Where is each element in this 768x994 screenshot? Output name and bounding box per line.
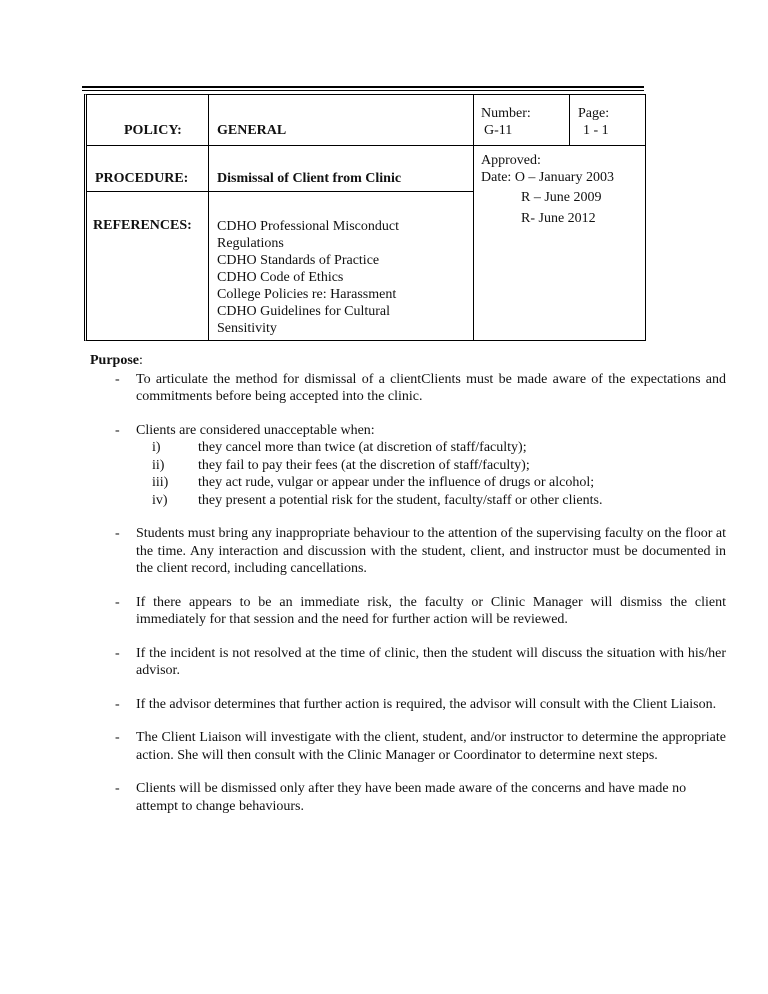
item-text: If there appears to be an immediate risk, the faculty or Clinic Manager will dismiss the client immediately for that session and the need for further action will be reviewed. [136, 594, 726, 627]
bullet-dash: - [115, 594, 120, 610]
reference-line: CDHO Guidelines for Cultural [217, 304, 391, 319]
item-text: The Client Liaison will investigate with the client, student, and/or instructor to determine the appropriate action. She will then consult with the Clinic Manager or Coordinator to determine next steps. [136, 730, 726, 763]
divider [473, 95, 474, 340]
revision-2: R- June 2012 [521, 211, 596, 226]
sub-item: iv) they present a potential risk for the student, faculty/staff or other clients. [152, 492, 603, 508]
revision-1: R – June 2009 [521, 190, 602, 205]
item-text: Clients are considered unacceptable when: [136, 422, 375, 438]
list-item [90, 594, 726, 629]
reference-line: Regulations [217, 236, 284, 251]
reference-line: Sensitivity [217, 321, 277, 336]
page-value: 1 - 1 [583, 123, 609, 138]
list-item [90, 696, 726, 714]
item-text: Students must bring any inappropriate behaviour to the attention of the supervising faculty on the floor at the time. Any interaction and discussion with the student, client, and instructor must be documented in the client record, including cancellations. [136, 526, 726, 576]
purpose-heading: Purpose: [90, 353, 143, 368]
list-item [90, 371, 726, 406]
approved-label: Approved: [481, 153, 541, 168]
policy-header-table [84, 94, 646, 341]
divider [473, 145, 645, 146]
procedure-value: Dismissal of Client from Clinic [217, 171, 402, 186]
page-label: Page: [578, 106, 610, 121]
sub-item: iii) they act rude, vulgar or appear under the influence of drugs or alcohol; [152, 475, 595, 490]
list-item [90, 645, 726, 680]
sub-item: i) they cancel more than twice (at discretion of staff/faculty); [152, 440, 527, 455]
bullet-dash: - [115, 696, 120, 712]
approved-date: Date: O – January 2003 [481, 170, 614, 185]
top-rule [82, 86, 644, 88]
policy-value: GENERAL [217, 123, 287, 138]
reference-line: CDHO Code of Ethics [217, 270, 344, 285]
item-text: If the advisor determines that further action is required, the advisor will consult with the Client Liaison. [136, 696, 717, 712]
divider [87, 145, 473, 146]
references-list [217, 218, 399, 337]
bullet-dash: - [115, 526, 120, 541]
reference-line: CDHO Professional Misconduct [217, 219, 399, 234]
policy-label: POLICY: [124, 123, 182, 138]
list-item [90, 422, 726, 510]
number-label: Number: [481, 106, 531, 121]
divider [208, 95, 209, 340]
sub-item: ii) they fail to pay their fees (at the discretion of staff/faculty); [152, 457, 530, 473]
item-text: If the incident is not resolved at the time of clinic, then the student will discuss the situation with his/her advisor. [136, 645, 726, 678]
bullet-dash: - [115, 645, 120, 661]
list-item [90, 780, 726, 815]
number-value: G-11 [484, 123, 513, 138]
bullet-dash: - [115, 422, 120, 438]
divider [569, 95, 570, 145]
reference-line: CDHO Standards of Practice [217, 253, 380, 268]
procedure-label: PROCEDURE: [95, 171, 189, 186]
references-label: REFERENCES: [93, 218, 192, 233]
list-item [90, 525, 726, 578]
policy-body [90, 352, 726, 831]
item-text: Clients will be dismissed only after they have been made aware of the concerns and have made no attempt to change behaviours. [136, 781, 687, 814]
bullet-dash: - [115, 371, 120, 387]
bullet-dash: - [115, 781, 120, 796]
item-text: To articulate the method for dismissal of a clientClients must be made aware of the expectations and commitments before being accepted into the clinic. [136, 371, 726, 404]
list-item [90, 729, 726, 764]
top-rule-thin [82, 90, 644, 91]
reference-line: College Policies re: Harassment [217, 287, 397, 302]
divider [87, 191, 473, 192]
bullet-dash: - [115, 730, 120, 745]
